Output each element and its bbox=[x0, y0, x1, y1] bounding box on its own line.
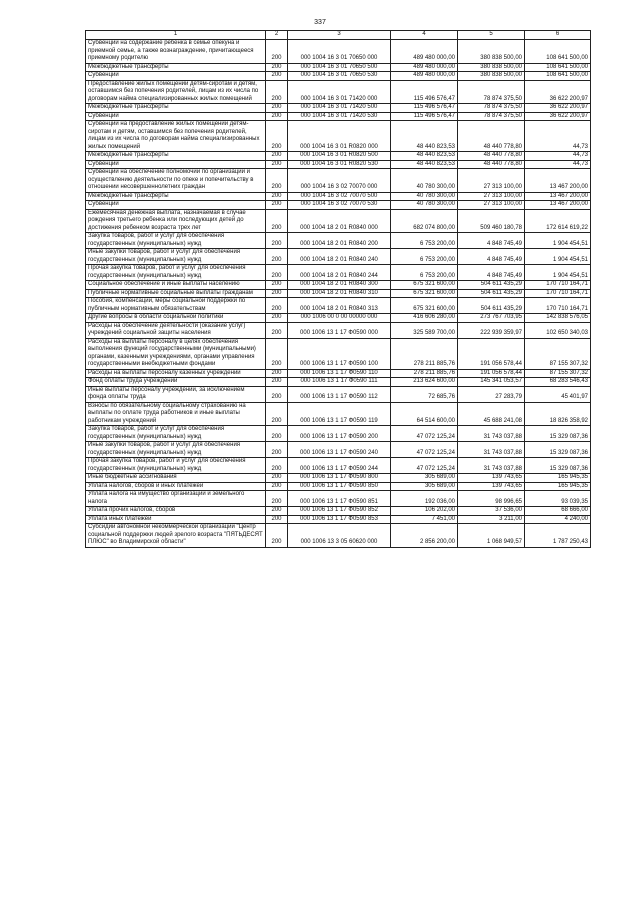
row-approved: 106 202,00 bbox=[391, 507, 458, 516]
row-executed: 380 838 500,00 bbox=[458, 72, 525, 81]
row-executed: 98 996,65 bbox=[458, 491, 525, 507]
row-unexecuted: 165 945,35 bbox=[525, 482, 591, 491]
table-row bbox=[86, 152, 591, 161]
row-approved: 305 689,00 bbox=[391, 474, 458, 483]
table-row bbox=[86, 63, 591, 72]
row-unexecuted: 68 283 546,43 bbox=[525, 378, 591, 387]
row-approved: 40 780 300,00 bbox=[391, 192, 458, 201]
row-executed: 3 211,00 bbox=[458, 515, 525, 524]
table-row bbox=[86, 112, 591, 121]
row-classifier: 000 1004 18 2 01 R0840 310 bbox=[288, 289, 391, 298]
row-name: Взносы по обязательному социальному страхованию на выплаты по оплате труда работников и иные выплаты работникам учреждений bbox=[86, 402, 266, 426]
table-row bbox=[86, 386, 591, 402]
row-classifier: 000 1006 13 1 17 Ф0590 851 bbox=[288, 491, 391, 507]
row-name: Закупка товаров, работ и услуг для обеспечения государственных (муниципальных) нужд bbox=[86, 233, 266, 249]
row-code: 200 bbox=[266, 201, 288, 210]
row-name: Субвенции bbox=[86, 160, 266, 169]
row-classifier: 000 1004 18 2 01 R0840 240 bbox=[288, 249, 391, 265]
row-code: 200 bbox=[266, 426, 288, 442]
table-row bbox=[86, 192, 591, 201]
row-classifier: 000 1006 13 1 17 Ф0590 100 bbox=[288, 338, 391, 369]
row-classifier: 000 1006 13 1 17 Ф0590 850 bbox=[288, 482, 391, 491]
row-classifier: 000 1006 13 3 05 60620 000 bbox=[288, 524, 391, 548]
header-cell: 5 bbox=[458, 31, 525, 40]
row-classifier: 000 1004 16 3 01 71420 500 bbox=[288, 104, 391, 113]
table-row bbox=[86, 249, 591, 265]
table-row bbox=[86, 233, 591, 249]
row-classifier: 000 1004 18 2 01 R0840 300 bbox=[288, 281, 391, 290]
row-code: 200 bbox=[266, 160, 288, 169]
table-row bbox=[86, 289, 591, 298]
table-row bbox=[86, 482, 591, 491]
table-row bbox=[86, 491, 591, 507]
row-classifier: 000 1006 13 1 17 Ф0590 119 bbox=[288, 402, 391, 426]
row-code: 200 bbox=[266, 515, 288, 524]
row-unexecuted: 36 622 200,97 bbox=[525, 104, 591, 113]
row-executed: 78 874 375,50 bbox=[458, 104, 525, 113]
row-classifier: 000 1006 13 1 17 Ф0590 853 bbox=[288, 515, 391, 524]
table-row bbox=[86, 369, 591, 378]
row-executed: 27 313 100,00 bbox=[458, 201, 525, 210]
row-code: 200 bbox=[266, 491, 288, 507]
row-name: Субсидии автономной некоммерческой организации "Центр социальной поддержки людей зрелого возраста "ПЯТЬДЕСЯТ ПЛЮС" во Владимирской области" bbox=[86, 524, 266, 548]
row-classifier: 000 1006 13 1 17 Ф0590 800 bbox=[288, 474, 391, 483]
row-unexecuted: 1 904 454,51 bbox=[525, 265, 591, 281]
row-approved: 47 072 125,24 bbox=[391, 458, 458, 474]
row-unexecuted: 44,73 bbox=[525, 121, 591, 152]
page-number: 337 bbox=[314, 19, 326, 26]
row-code: 200 bbox=[266, 121, 288, 152]
row-classifier: 000 1004 16 3 01 71420 000 bbox=[288, 80, 391, 104]
row-unexecuted: 68 666,00 bbox=[525, 507, 591, 516]
row-executed: 27 283,79 bbox=[458, 386, 525, 402]
row-code: 200 bbox=[266, 378, 288, 387]
row-code: 200 bbox=[266, 192, 288, 201]
table-row bbox=[86, 378, 591, 387]
table-row bbox=[86, 104, 591, 113]
row-classifier: 000 1004 18 2 01 R0840 244 bbox=[288, 265, 391, 281]
row-executed: 48 440 778,80 bbox=[458, 121, 525, 152]
row-approved: 115 496 576,47 bbox=[391, 112, 458, 121]
row-code: 200 bbox=[266, 507, 288, 516]
row-approved: 40 780 300,00 bbox=[391, 169, 458, 193]
row-unexecuted: 44,73 bbox=[525, 152, 591, 161]
row-unexecuted: 44,73 bbox=[525, 160, 591, 169]
row-name: Пособия, компенсации, меры социальной поддержки по публичным нормативным обязательствам bbox=[86, 298, 266, 314]
row-classifier: 000 1006 13 1 17 Ф0590 110 bbox=[288, 369, 391, 378]
row-approved: 6 753 200,00 bbox=[391, 233, 458, 249]
row-code: 200 bbox=[266, 458, 288, 474]
row-executed: 509 460 180,78 bbox=[458, 209, 525, 233]
row-unexecuted: 1 904 454,51 bbox=[525, 233, 591, 249]
row-approved: 47 072 125,24 bbox=[391, 442, 458, 458]
row-unexecuted: 15 329 087,36 bbox=[525, 442, 591, 458]
row-classifier: 000 1004 18 2 01 R0840 313 bbox=[288, 298, 391, 314]
row-name: Уплата иных платежей bbox=[86, 515, 266, 524]
row-approved: 278 211 885,76 bbox=[391, 369, 458, 378]
row-executed: 45 688 241,08 bbox=[458, 402, 525, 426]
row-code: 200 bbox=[266, 281, 288, 290]
row-code: 200 bbox=[266, 80, 288, 104]
row-name: Прочая закупка товаров, работ и услуг для обеспечения государственных (муниципальных) нужд bbox=[86, 458, 266, 474]
row-approved: 675 321 600,00 bbox=[391, 298, 458, 314]
row-executed: 48 440 778,80 bbox=[458, 152, 525, 161]
row-code: 200 bbox=[266, 524, 288, 548]
table-row bbox=[86, 402, 591, 426]
row-approved: 682 074 800,00 bbox=[391, 209, 458, 233]
row-approved: 325 589 700,00 bbox=[391, 322, 458, 338]
row-name: Публичные нормативные социальные выплаты гражданам bbox=[86, 289, 266, 298]
table-row bbox=[86, 80, 591, 104]
row-classifier: 000 1006 13 1 17 Ф0590 240 bbox=[288, 442, 391, 458]
row-code: 200 bbox=[266, 72, 288, 81]
row-classifier: 000 1006 13 1 17 Ф0590 244 bbox=[288, 458, 391, 474]
row-unexecuted: 93 039,35 bbox=[525, 491, 591, 507]
row-name: Закупка товаров, работ и услуг для обеспечения государственных (муниципальных) нужд bbox=[86, 426, 266, 442]
header-cell: 3 bbox=[288, 31, 391, 40]
row-name: Уплата налога на имущество организаций и земельного налога bbox=[86, 491, 266, 507]
row-code: 200 bbox=[266, 104, 288, 113]
row-classifier: 000 1006 13 1 17 Ф0590 852 bbox=[288, 507, 391, 516]
table-row bbox=[86, 160, 591, 169]
row-code: 200 bbox=[266, 169, 288, 193]
row-code: 200 bbox=[266, 338, 288, 369]
row-classifier: 000 1004 16 3 01 R0820 530 bbox=[288, 160, 391, 169]
row-name: Уплата прочих налогов, сборов bbox=[86, 507, 266, 516]
table-row bbox=[86, 169, 591, 193]
row-approved: 2 856 200,00 bbox=[391, 524, 458, 548]
row-approved: 6 753 200,00 bbox=[391, 249, 458, 265]
row-executed: 222 939 359,97 bbox=[458, 322, 525, 338]
row-code: 200 bbox=[266, 314, 288, 323]
row-unexecuted: 87 155 307,32 bbox=[525, 369, 591, 378]
row-approved: 115 496 576,47 bbox=[391, 80, 458, 104]
row-code: 200 bbox=[266, 474, 288, 483]
row-unexecuted: 13 467 200,00 bbox=[525, 201, 591, 210]
row-classifier: 000 1004 16 3 02 70070 500 bbox=[288, 192, 391, 201]
table-row bbox=[86, 524, 591, 548]
row-code: 200 bbox=[266, 112, 288, 121]
header-cell: 1 bbox=[86, 31, 266, 40]
row-unexecuted: 36 622 200,97 bbox=[525, 80, 591, 104]
row-unexecuted: 108 641 500,00 bbox=[525, 63, 591, 72]
row-approved: 305 689,00 bbox=[391, 482, 458, 491]
row-name: Расходы на обеспечение деятельности (оказание услуг) учреждений социальной защиты населения bbox=[86, 322, 266, 338]
row-classifier: 000 1006 13 1 17 Ф0590 111 bbox=[288, 378, 391, 387]
row-code: 200 bbox=[266, 40, 288, 64]
table-row bbox=[86, 458, 591, 474]
row-unexecuted: 4 240,00 bbox=[525, 515, 591, 524]
row-approved: 278 211 885,76 bbox=[391, 338, 458, 369]
row-name: Расходы на выплаты персоналу в целях обеспечения выполнения функций государственными (муниципальными) органами, казенными учреждениями, органами управления государственными внебюджетными фондами bbox=[86, 338, 266, 369]
row-classifier: 000 1004 16 3 02 70070 000 bbox=[288, 169, 391, 193]
row-approved: 416 606 280,00 bbox=[391, 314, 458, 323]
header-cell: 6 bbox=[525, 31, 591, 40]
row-approved: 72 685,76 bbox=[391, 386, 458, 402]
row-name: Межбюджетные трансферты bbox=[86, 152, 266, 161]
row-unexecuted: 87 155 307,32 bbox=[525, 338, 591, 369]
row-name: Иные выплаты персоналу учреждений, за исключением фонда оплаты труда bbox=[86, 386, 266, 402]
row-name: Межбюджетные трансферты bbox=[86, 192, 266, 201]
row-code: 200 bbox=[266, 482, 288, 491]
row-name: Субвенции на предоставление жилых помещений детям-сиротам и детям, оставшимся без попечения родителей, лицам из их числа по договорам найма специализированных жилых помещений bbox=[86, 121, 266, 152]
row-approved: 489 480 000,00 bbox=[391, 72, 458, 81]
row-name: Иные закупки товаров, работ и услуг для обеспечения государственных (муниципальных) нужд bbox=[86, 442, 266, 458]
row-name: Иные закупки товаров, работ и услуг для обеспечения государственных (муниципальных) нужд bbox=[86, 249, 266, 265]
row-approved: 40 780 300,00 bbox=[391, 201, 458, 210]
row-approved: 115 496 576,47 bbox=[391, 104, 458, 113]
row-classifier: 000 1004 16 3 01 70650 530 bbox=[288, 72, 391, 81]
row-unexecuted: 172 614 619,22 bbox=[525, 209, 591, 233]
row-unexecuted: 102 650 340,03 bbox=[525, 322, 591, 338]
row-executed: 27 313 100,00 bbox=[458, 192, 525, 201]
row-name: Фонд оплаты труда учреждений bbox=[86, 378, 266, 387]
row-approved: 64 514 600,00 bbox=[391, 402, 458, 426]
row-executed: 273 767 703,95 bbox=[458, 314, 525, 323]
row-unexecuted: 142 838 576,05 bbox=[525, 314, 591, 323]
row-approved: 213 624 600,00 bbox=[391, 378, 458, 387]
row-approved: 489 480 000,00 bbox=[391, 40, 458, 64]
row-code: 200 bbox=[266, 209, 288, 233]
row-unexecuted: 108 641 500,00 bbox=[525, 72, 591, 81]
row-unexecuted: 13 467 200,00 bbox=[525, 192, 591, 201]
row-executed: 78 874 375,50 bbox=[458, 112, 525, 121]
row-executed: 4 848 745,49 bbox=[458, 265, 525, 281]
row-classifier: 000 1004 16 3 01 70650 000 bbox=[288, 40, 391, 64]
row-executed: 78 874 375,50 bbox=[458, 80, 525, 104]
row-executed: 48 440 778,80 bbox=[458, 160, 525, 169]
row-classifier: 000 1006 00 0 00 00000 000 bbox=[288, 314, 391, 323]
row-name: Субвенции bbox=[86, 112, 266, 121]
table-row bbox=[86, 338, 591, 369]
row-unexecuted: 170 710 164,71 bbox=[525, 281, 591, 290]
row-unexecuted: 15 329 087,36 bbox=[525, 426, 591, 442]
row-approved: 7 451,00 bbox=[391, 515, 458, 524]
header-cell: 2 bbox=[266, 31, 288, 40]
row-unexecuted: 108 641 500,00 bbox=[525, 40, 591, 64]
row-unexecuted: 36 622 200,97 bbox=[525, 112, 591, 121]
row-executed: 27 313 100,00 bbox=[458, 169, 525, 193]
row-unexecuted: 165 945,35 bbox=[525, 474, 591, 483]
row-unexecuted: 1 787 250,43 bbox=[525, 524, 591, 548]
row-approved: 48 440 823,53 bbox=[391, 152, 458, 161]
row-code: 200 bbox=[266, 289, 288, 298]
row-name: Субвенции на содержание ребенка в семье опекуна и приемной семье, а также вознаграждение, причитающееся приемному родителю bbox=[86, 40, 266, 64]
row-unexecuted: 170 710 164,71 bbox=[525, 289, 591, 298]
table-row bbox=[86, 265, 591, 281]
row-approved: 47 072 125,24 bbox=[391, 426, 458, 442]
row-classifier: 000 1004 16 3 01 70650 500 bbox=[288, 63, 391, 72]
table-row bbox=[86, 426, 591, 442]
row-approved: 6 753 200,00 bbox=[391, 265, 458, 281]
row-executed: 31 743 037,88 bbox=[458, 442, 525, 458]
table-row bbox=[86, 442, 591, 458]
row-approved: 489 480 000,00 bbox=[391, 63, 458, 72]
table-row bbox=[86, 281, 591, 290]
table-row bbox=[86, 507, 591, 516]
row-executed: 4 848 745,49 bbox=[458, 249, 525, 265]
table-row bbox=[86, 201, 591, 210]
row-classifier: 000 1004 18 2 01 R0840 200 bbox=[288, 233, 391, 249]
row-classifier: 000 1004 16 3 02 70070 530 bbox=[288, 201, 391, 210]
row-executed: 31 743 037,88 bbox=[458, 426, 525, 442]
row-executed: 380 838 500,00 bbox=[458, 63, 525, 72]
row-name: Другие вопросы в области социальной политики bbox=[86, 314, 266, 323]
row-code: 200 bbox=[266, 369, 288, 378]
row-executed: 139 743,65 bbox=[458, 474, 525, 483]
row-code: 200 bbox=[266, 322, 288, 338]
row-classifier: 000 1004 16 3 01 71420 530 bbox=[288, 112, 391, 121]
row-approved: 675 321 600,00 bbox=[391, 289, 458, 298]
row-unexecuted: 13 467 200,00 bbox=[525, 169, 591, 193]
row-name: Межбюджетные трансферты bbox=[86, 63, 266, 72]
row-name: Иные бюджетные ассигнования bbox=[86, 474, 266, 483]
row-executed: 1 068 949,57 bbox=[458, 524, 525, 548]
row-code: 200 bbox=[266, 298, 288, 314]
row-executed: 37 536,00 bbox=[458, 507, 525, 516]
table-row bbox=[86, 121, 591, 152]
table-row bbox=[86, 474, 591, 483]
row-unexecuted: 15 329 087,36 bbox=[525, 458, 591, 474]
table-row bbox=[86, 314, 591, 323]
budget-table bbox=[85, 30, 591, 548]
row-executed: 31 743 037,88 bbox=[458, 458, 525, 474]
table-row bbox=[86, 322, 591, 338]
row-executed: 504 611 435,29 bbox=[458, 281, 525, 290]
row-executed: 504 611 435,29 bbox=[458, 298, 525, 314]
row-classifier: 000 1004 16 3 01 R0820 000 bbox=[288, 121, 391, 152]
row-name: Социальное обеспечение и иные выплаты населению bbox=[86, 281, 266, 290]
row-name: Ежемесячная денежная выплата, назначаемая в случае рождения третьего ребенка или последующих детей до достижения ребенком возраста трех лет bbox=[86, 209, 266, 233]
row-code: 200 bbox=[266, 249, 288, 265]
table-header-row bbox=[86, 31, 591, 40]
row-executed: 4 848 745,49 bbox=[458, 233, 525, 249]
row-name: Субвенции на обеспечение полномочий по организации и осуществлению деятельности по опеке и попечительству в отношении несовершеннолетних граждан bbox=[86, 169, 266, 193]
row-executed: 139 743,65 bbox=[458, 482, 525, 491]
row-approved: 675 321 600,00 bbox=[391, 281, 458, 290]
row-approved: 48 440 823,53 bbox=[391, 121, 458, 152]
row-code: 200 bbox=[266, 152, 288, 161]
row-classifier: 000 1006 13 1 17 Ф0590 000 bbox=[288, 322, 391, 338]
row-approved: 48 440 823,53 bbox=[391, 160, 458, 169]
row-code: 200 bbox=[266, 386, 288, 402]
table-row bbox=[86, 72, 591, 81]
row-name: Расходы на выплаты персоналу казенных учреждений bbox=[86, 369, 266, 378]
row-name: Субвенции bbox=[86, 201, 266, 210]
row-name: Межбюджетные трансферты bbox=[86, 104, 266, 113]
row-executed: 145 341 053,57 bbox=[458, 378, 525, 387]
row-name: Субвенции bbox=[86, 72, 266, 81]
row-code: 200 bbox=[266, 265, 288, 281]
row-code: 200 bbox=[266, 233, 288, 249]
row-executed: 380 838 500,00 bbox=[458, 40, 525, 64]
row-classifier: 000 1004 18 2 01 R0840 000 bbox=[288, 209, 391, 233]
row-code: 200 bbox=[266, 442, 288, 458]
row-executed: 191 056 578,44 bbox=[458, 369, 525, 378]
row-approved: 192 036,00 bbox=[391, 491, 458, 507]
table-row bbox=[86, 515, 591, 524]
row-name: Прочая закупка товаров, работ и услуг для обеспечения государственных (муниципальных) нужд bbox=[86, 265, 266, 281]
row-name: Уплата налогов, сборов и иных платежей bbox=[86, 482, 266, 491]
row-classifier: 000 1006 13 1 17 Ф0590 200 bbox=[288, 426, 391, 442]
row-executed: 504 611 435,29 bbox=[458, 289, 525, 298]
table-row bbox=[86, 298, 591, 314]
row-unexecuted: 45 401,97 bbox=[525, 386, 591, 402]
row-code: 200 bbox=[266, 63, 288, 72]
row-classifier: 000 1004 16 3 01 R0820 500 bbox=[288, 152, 391, 161]
header-cell: 4 bbox=[391, 31, 458, 40]
row-name: Предоставление жилых помещений детям-сиротам и детям, оставшимся без попечения родителей, лицам из их числа по договорам найма специализированных жилых помещений bbox=[86, 80, 266, 104]
row-code: 200 bbox=[266, 402, 288, 426]
table-row bbox=[86, 209, 591, 233]
row-unexecuted: 1 904 454,51 bbox=[525, 249, 591, 265]
row-executed: 191 056 578,44 bbox=[458, 338, 525, 369]
row-classifier: 000 1006 13 1 17 Ф0590 112 bbox=[288, 386, 391, 402]
table-row bbox=[86, 40, 591, 64]
row-unexecuted: 18 826 358,92 bbox=[525, 402, 591, 426]
row-unexecuted: 170 710 164,71 bbox=[525, 298, 591, 314]
